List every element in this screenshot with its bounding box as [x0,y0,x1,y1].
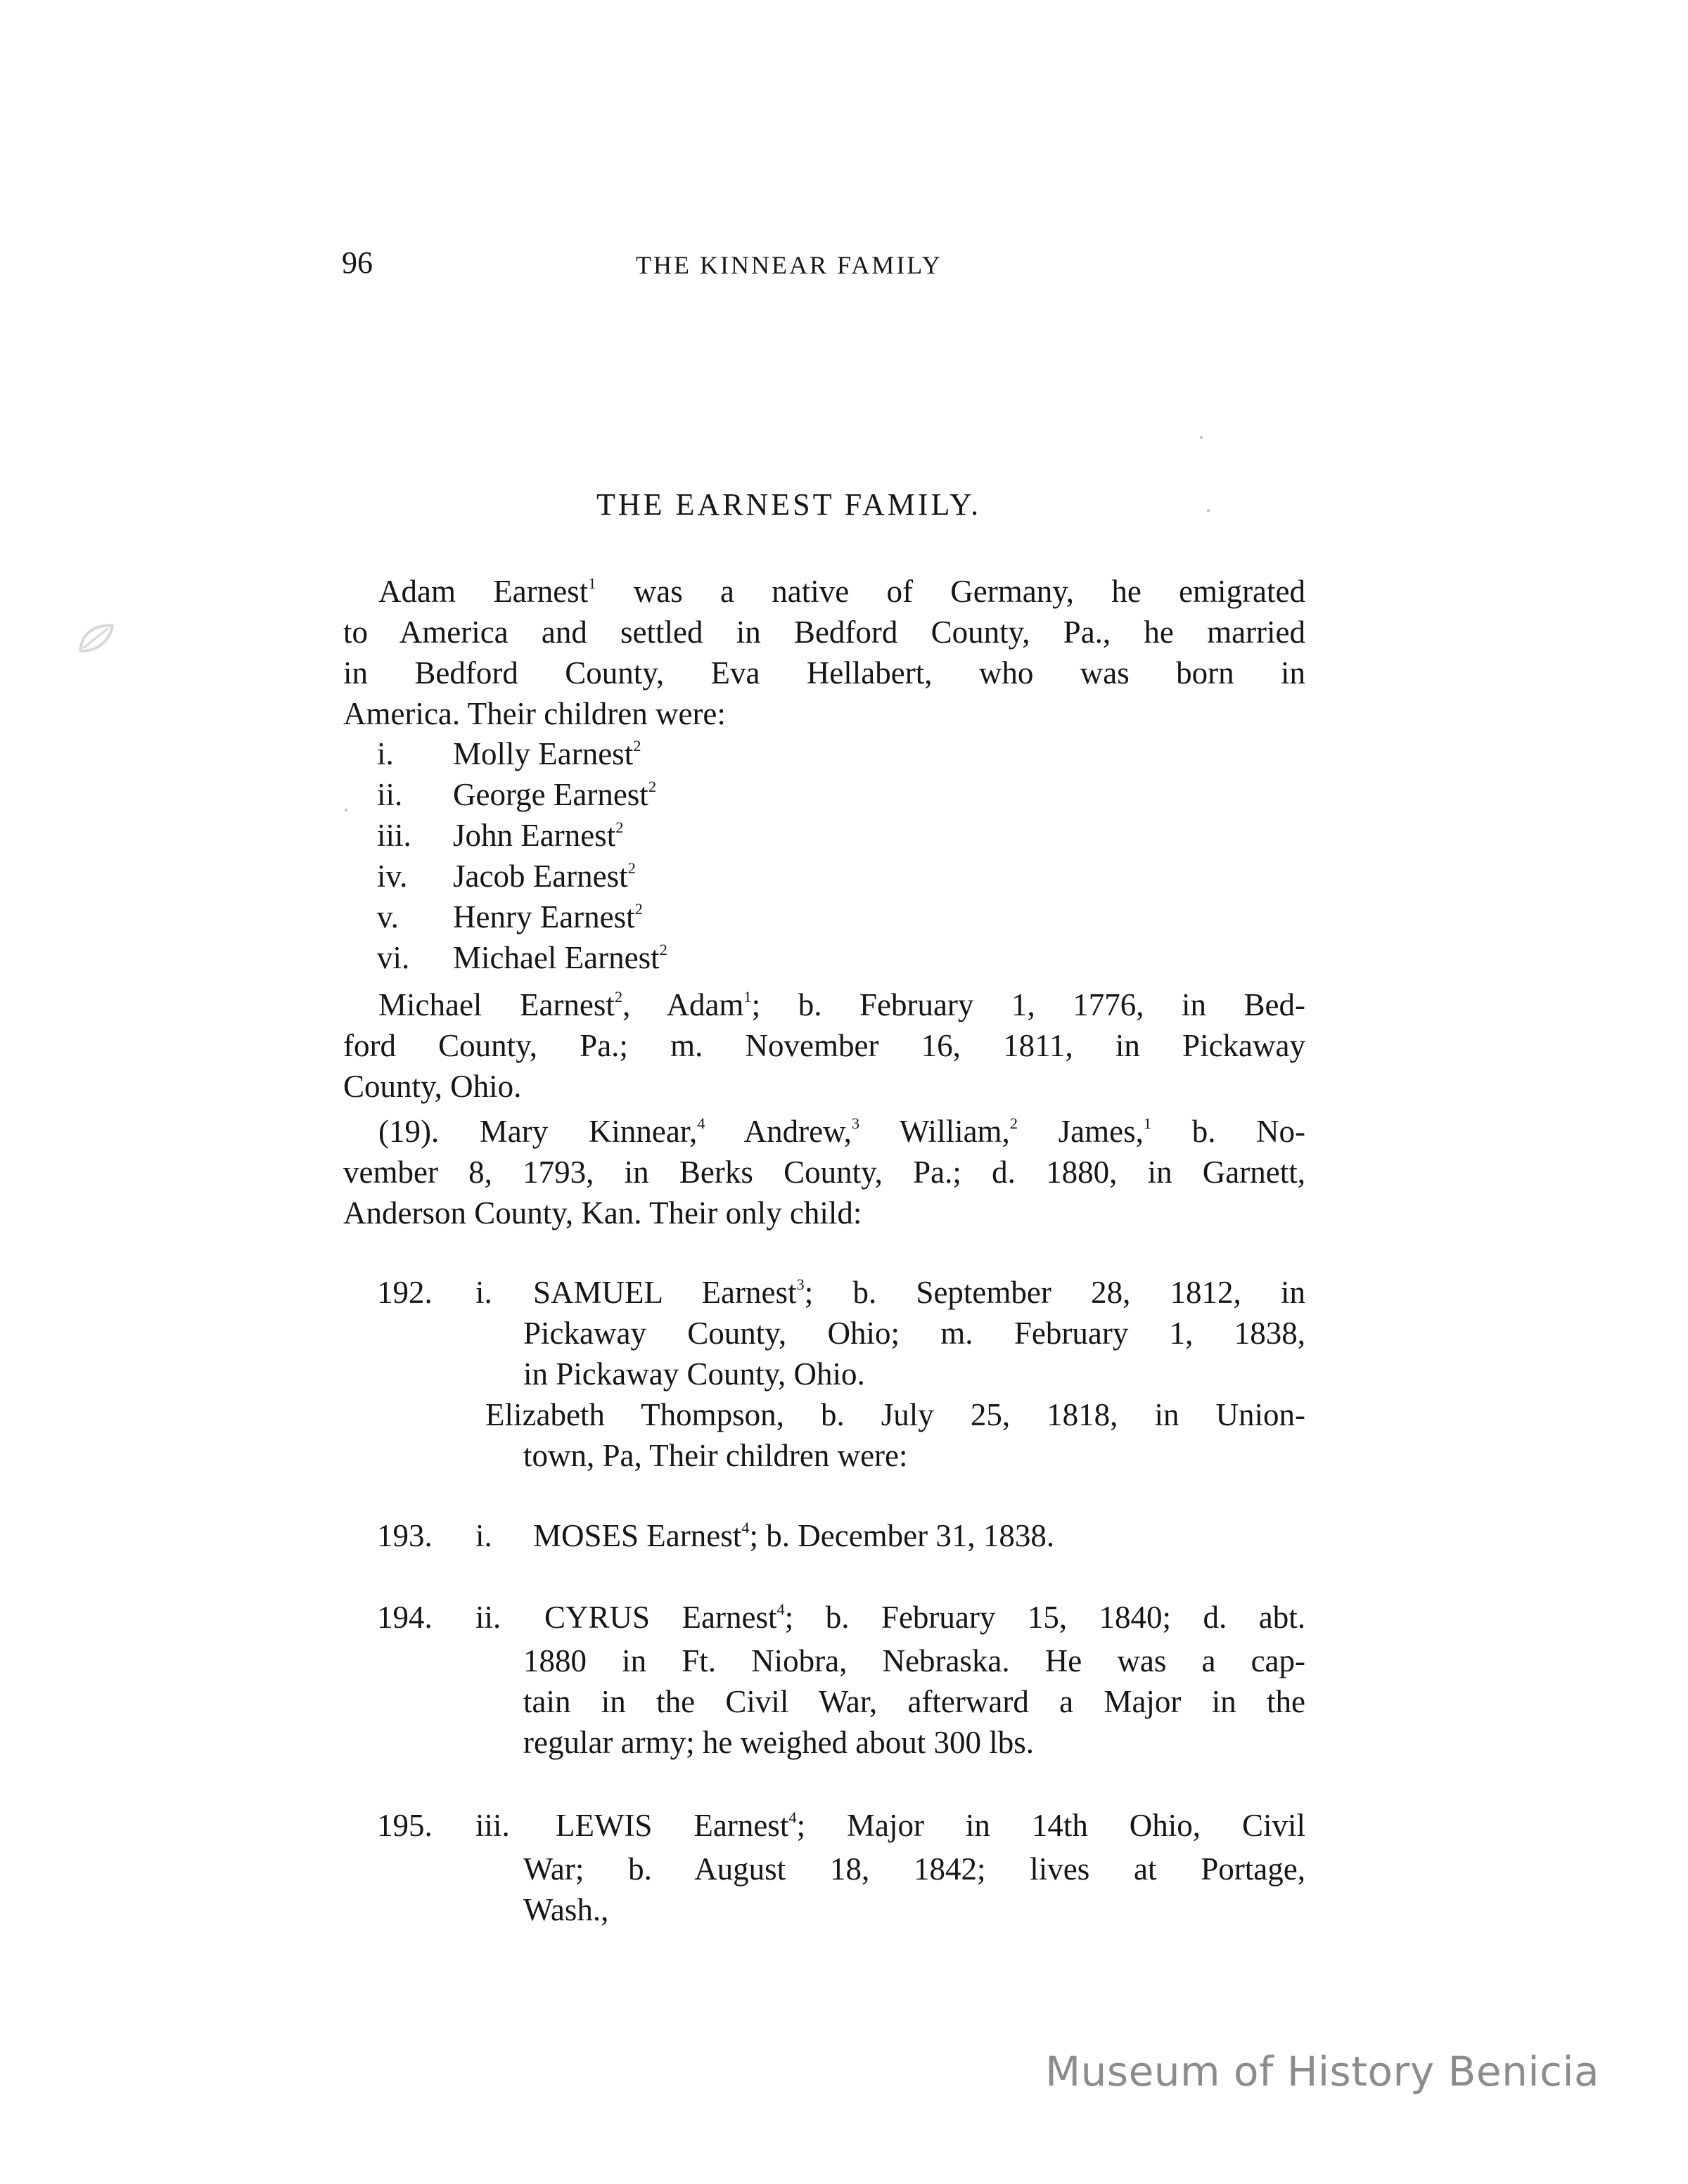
entry-number: 192. [377,1275,433,1310]
list-item: George Earnest$^2$ [453,777,657,812]
entry-line: SAMUEL Earnest$^3$; b. September 28, 1812, in [533,1275,1305,1310]
museum-watermark: Museum of History Benicia [1045,2048,1599,2095]
list-item-number: ii. [377,777,403,812]
entry-line: MOSES Earnest$^4$; b. December 31, 1838. [533,1518,1055,1553]
entry-line: regular army; he weighed about 300 lbs. [523,1725,1035,1760]
entry-line: Wash., [523,1892,609,1927]
entry-number: 194. [377,1600,433,1635]
scan-speck [1200,436,1203,439]
intro-line-1: Adam Earnest$^1$ was a native of Germany, he emigrated [378,574,1305,609]
entry-line: CYRUS Earnest$^4$; b. February 15, 1840; d. abt. [544,1600,1305,1635]
entry-line: Elizabeth Thompson, b. July 25, 1818, in Union- [485,1397,1305,1432]
list-item: Henry Earnest$^2$ [453,899,643,934]
entry-roman: i. [475,1518,492,1553]
list-item: Michael Earnest$^2$ [453,940,667,975]
entry-line: town, Pa, Their children were: [523,1438,908,1473]
michael-line-2: ford County, Pa.; m. November 16, 1811, in Pickaway [343,1028,1305,1063]
leaf-icon [77,622,115,655]
scan-speck [1207,509,1210,512]
michael-paragraph [343,984,1305,1107]
michael-line-3: County, Ohio. [343,1069,522,1104]
list-item: John Earnest$^2$ [453,818,624,853]
page-number: 96 [342,245,373,280]
entry-line: in Pickaway County, Ohio. [523,1356,865,1392]
entry-number: 195. [377,1808,433,1843]
entry-number: 193. [377,1518,433,1553]
entry-line: tain in the Civil War, afterward a Major in the [523,1684,1305,1719]
mary-line-1: (19). Mary Kinnear,$^4$ Andrew,$^3$ William,$^2$ James,$^1$ b. No- [378,1114,1305,1149]
list-item: Jacob Earnest$^2$ [453,859,636,894]
running-title: THE KINNEAR FAMILY [636,251,942,279]
list-item-number: v. [377,899,399,934]
entry-line: LEWIS Earnest$^4$; Major in 14th Ohio, Civil [556,1808,1305,1843]
mary-line-3: Anderson County, Kan. Their only child: [343,1195,862,1231]
entry-roman: ii. [475,1600,501,1635]
scan-speck [345,809,347,811]
intro-line-3: in Bedford County, Eva Hellabert, who was born in [343,655,1305,690]
entry-line: War; b. August 18, 1842; lives at Portage, [523,1851,1305,1887]
entry-line: 1880 in Ft. Niobra, Nebraska. He was a cap- [523,1643,1305,1678]
entry-roman: iii. [475,1808,510,1843]
intro-paragraph [343,571,1305,734]
intro-line-4: America. Their children were: [343,696,726,731]
entry-roman: i. [475,1275,492,1310]
entry-line: Pickaway County, Ohio; m. February 1, 1838, [523,1316,1305,1351]
list-item-number: i. [377,736,394,771]
section-title: THE EARNEST FAMILY. [596,487,982,522]
list-item-number: vi. [377,940,410,975]
intro-line-2: to America and settled in Bedford County, Pa., he married [343,615,1305,650]
mary-line-2: vember 8, 1793, in Berks County, Pa.; d. 1880, in Garnett, [343,1155,1305,1190]
list-item-number: iv. [377,859,408,894]
list-item-number: iii. [377,818,411,853]
mary-paragraph [343,1111,1305,1233]
list-item: Molly Earnest$^2$ [453,736,641,771]
michael-line-1: Michael Earnest$^2$, Adam$^1$; b. February 1, 1776, in Bed- [378,987,1305,1022]
